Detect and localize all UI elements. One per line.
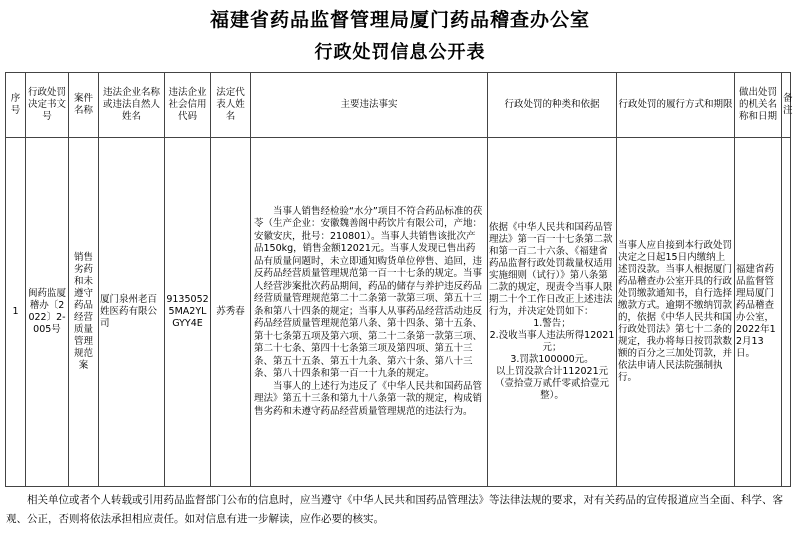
facts-paragraph-2: 当事人的上述行为违反了《中华人民共和国药品管理法》第五十三条和第九十八条第一款的规定，构成销售劣药和未遵守药品经营质量管理规范的违法行为。 [254,380,483,417]
penalty-item-2: 2.没收当事人违法所得12021元； [489,330,615,353]
cell-credit-code: 91350525MA2YLGYY4E [165,138,211,487]
footnote [6,491,794,529]
header-remarks: 备注 [782,73,791,138]
cell-facts [251,138,488,487]
penalty-info-table [5,72,791,487]
penalty-item-1: 1.警告； [533,318,571,329]
page-subtitle: 行政处罚信息公开表 [314,42,486,63]
page-title: 福建省药品监督管理局厦门药品稽查办公室 [209,9,590,31]
cell-case-name: 销售劣药和未遵守药品经营质量管理规范案 [69,138,99,487]
cell-penalty [488,138,617,487]
header-performance: 行政处罚的履行方式和期限 [617,73,735,138]
cell-authority: 福建省药品监督管理局厦门药品稽查办公室，2022年12月13日。 [735,138,782,487]
table-row [6,138,791,487]
header-facts: 主要违法事实 [251,73,488,138]
cell-remarks [782,138,791,487]
header-penalty: 行政处罚的种类和依据 [488,73,617,138]
header-case-name: 案件名称 [69,73,99,138]
header-authority: 做出处罚的机关名称和日期 [735,73,782,138]
penalty-item-3: 3.罚款100000元。 [510,354,594,365]
cell-doc-no: 闽药监厦稽办〔2022〕2-005号 [26,138,69,487]
penalty-total: 以上罚没款合计112021元（壹拾壹万贰仟零贰拾壹元整）。 [494,366,609,401]
penalty-basis: 依据《中华人民共和国药品管理法》第一百一十七条第二款和第一百二十六条、《福建省药品监督行政处罚裁量权适用实施细则（试行）》第八条第二款的规定，现责令当事人限期二十个工作日改正上述违法行为，并决定处罚如下： [489,222,613,317]
header-doc-no: 行政处罚决定书文号 [26,73,69,138]
header-credit-code: 违法企业社会信用代码 [165,73,211,138]
header-row [6,73,791,138]
cell-seq: 1 [6,138,26,487]
header-legal-rep: 法定代表人姓名 [211,73,251,138]
cell-performance: 当事人应自接到本行政处罚决定之日起15日内缴纳上述罚没款。当事人根据厦门药品稽查办公室开具的行政处罚缴款通知书，自行选择缴款方式。逾期不缴纳罚款的，依据《中华人民共和国行政处罚法》第七十二条的规定，我办将每日按罚款数额的百分之三加处罚款，并依法申请人民法院强制执行。 [617,138,735,487]
facts-paragraph-1: 当事人销售经检验“水分”项目不符合药品标准的茯苓（生产企业：安徽魏善阁中药饮片有限公司，产地：安徽安庆，批号：210801）。当事人共销售该批次产品150kg，销售金额12021元。当事人发现已售出药品有质量问题时，未立即通知购货单位停售、追回，违反药品经营质量管理规范第一百一十七条的规定。当事人经营涉案批次药品期间，药品的储存与养护违反药品经营质量管理规范第二十二条第一款第三项、第五十三条和第八十四条的规定；当事人从事药品经营活动违反药品经营质量管理规范第八条、第十四条、第十五条、第十七条第五项及第六项、第二十二条第一款第三项、第二十七条、第四十七条第三项及第四项、第五十三条、第五十五条、第五十九条、第六十条、第八十三条、第八十四条和第一百一十九条的规定。 [254,205,483,380]
footnote-text: 相关单位或者个人转载或引用药品监督部门公布的信息时，应当遵守《中华人民共和国药品管理法》等法律法规的要求，对有关药品的宣传报道应当全面、科学、客观、公正，否则将依法承担相应责任。如对信息有进一步解读，应作必要的核实。 [6,494,783,525]
header-party-name: 违法企业名称或违法自然人姓名 [99,73,165,138]
cell-legal-rep: 苏秀春 [211,138,251,487]
cell-party-name: 厦门泉州老百姓医药有限公司 [99,138,165,487]
header-seq: 序号 [6,73,26,138]
